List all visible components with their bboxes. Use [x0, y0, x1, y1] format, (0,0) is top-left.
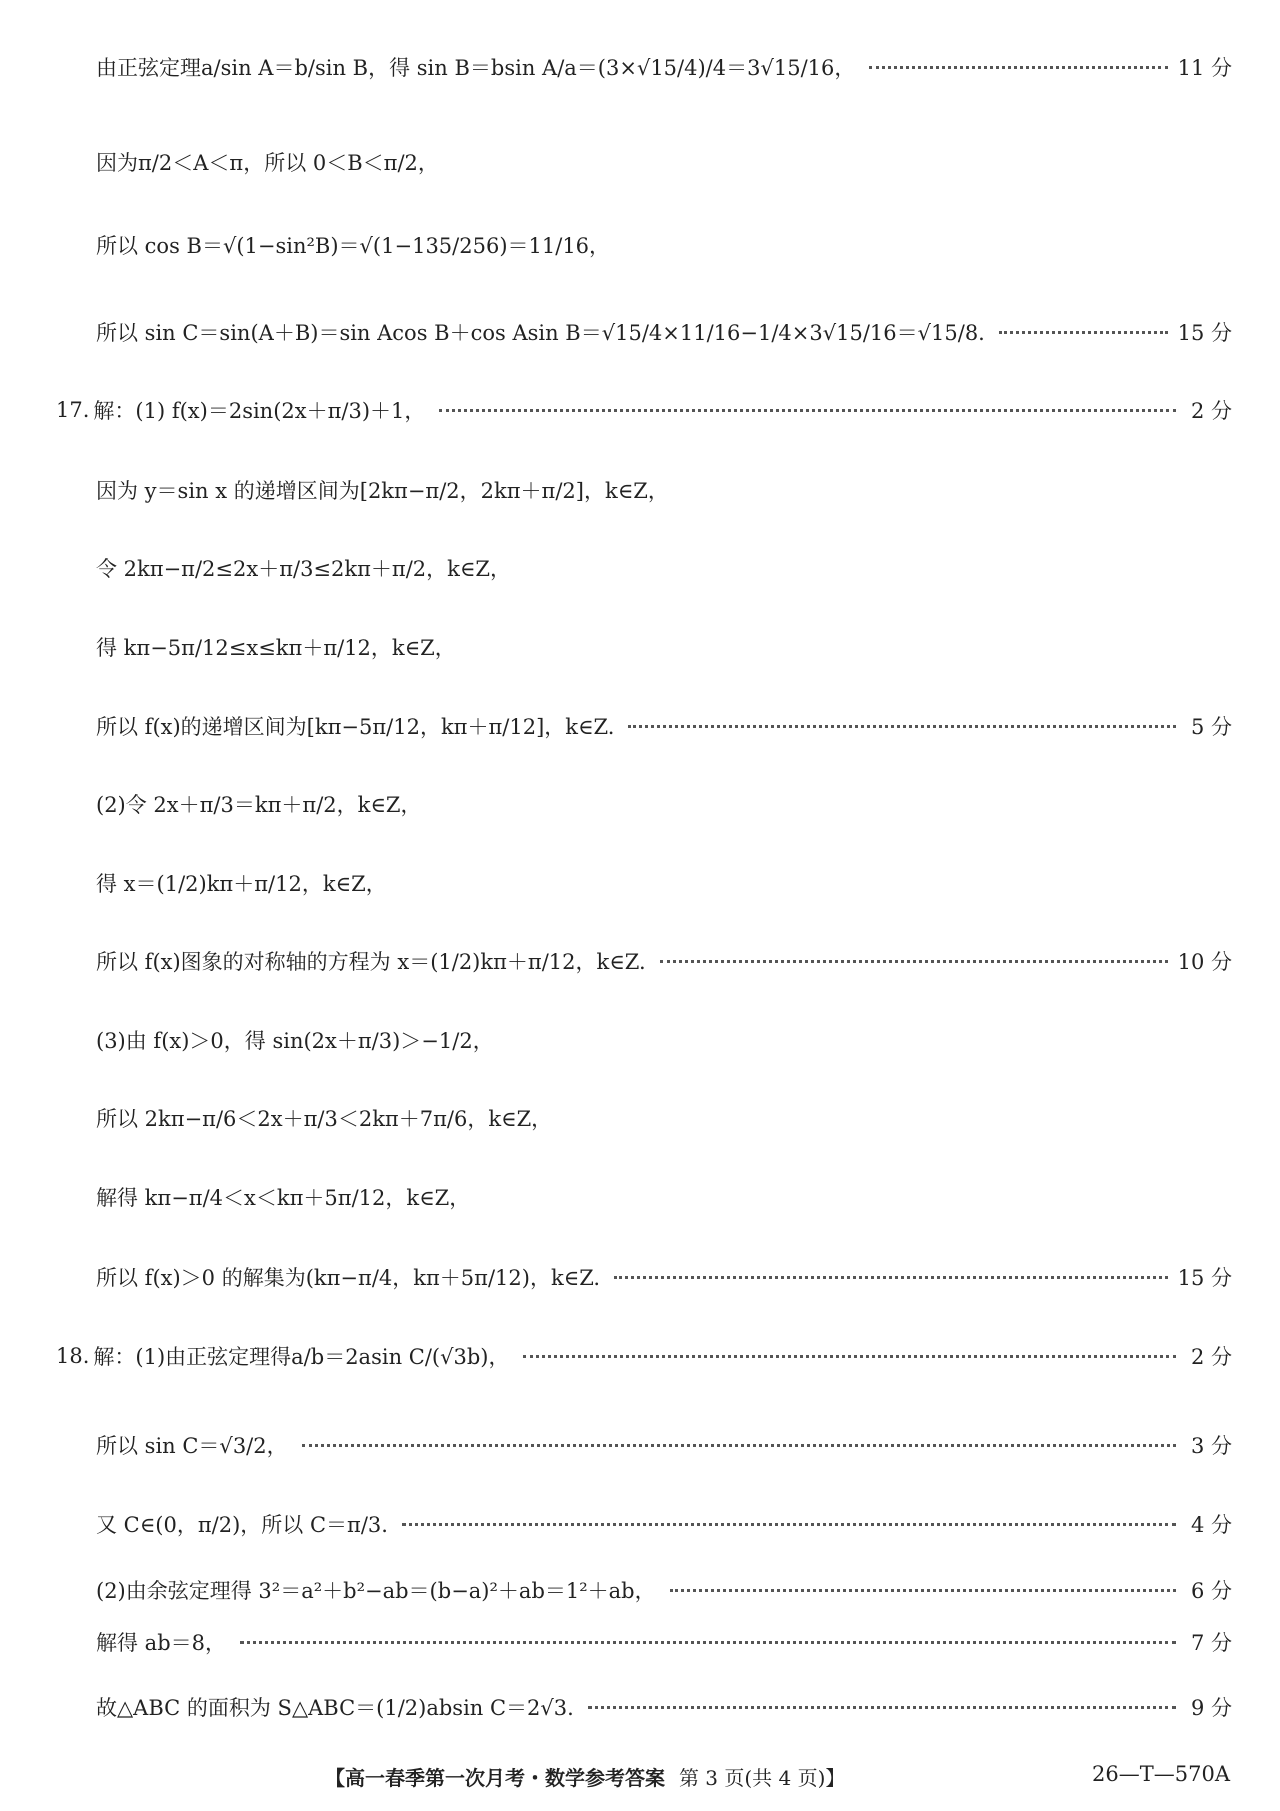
- line-text: 因为 y＝sin x 的递增区间为[2kπ−π/2，2kπ＋π/2]，k∈Z，: [96, 479, 669, 503]
- dot-leader: [628, 725, 1176, 728]
- line-text: (3)由 f(x)＞0，得 sin(2x＋π/3)＞−1/2，: [96, 1029, 494, 1053]
- answer-line: [96, 1627, 1232, 1657]
- score-label: 9 分: [1190, 1696, 1232, 1720]
- score-label: 7 分: [1190, 1631, 1232, 1655]
- score-label: 2 分: [1190, 1345, 1232, 1369]
- dot-leader: [999, 331, 1168, 334]
- footer-title-text: 【高一春季第一次月考・数学参考答案: [325, 1766, 665, 1790]
- answer-line: [96, 789, 1232, 819]
- answer-line: [96, 1182, 1232, 1212]
- answer-line: [96, 1025, 1232, 1055]
- answer-line: [96, 1509, 1232, 1539]
- answer-line: [96, 1430, 1232, 1460]
- score-label: 15 分: [1177, 321, 1232, 345]
- answer-line: [96, 317, 1232, 347]
- dot-leader: [402, 1523, 1176, 1526]
- answer-line: [96, 1262, 1232, 1292]
- answer-line: [96, 632, 1232, 662]
- dot-leader: [523, 1355, 1176, 1358]
- line-text: 所以 f(x)＞0 的解集为(kπ−π/4，kπ＋5π/12)，k∈Z.: [96, 1266, 601, 1290]
- line-text: 所以 sin C＝√3/2，: [96, 1434, 288, 1458]
- line-text: 解得 kπ−π/4＜x＜kπ＋5π/12，k∈Z，: [96, 1186, 471, 1210]
- line-text: 得 kπ−5π/12≤x≤kπ＋π/12，k∈Z，: [96, 636, 456, 660]
- line-text: 解：(1)由正弦定理得a/b＝2asin C/(√3b)，: [93, 1345, 510, 1369]
- dot-leader: [240, 1641, 1176, 1644]
- line-text: (2)由余弦定理得 3²＝a²＋b²−ab＝(b−a)²＋ab＝1²＋ab，: [96, 1579, 656, 1603]
- dot-leader: [588, 1706, 1176, 1709]
- dot-leader: [302, 1444, 1176, 1447]
- line-text: 所以 2kπ−π/6＜2x＋π/3＜2kπ＋7π/6，k∈Z，: [96, 1107, 553, 1131]
- line-text: 故△ABC 的面积为 S△ABC＝(1/2)absin C＝2√3.: [96, 1696, 574, 1720]
- answer-line: [96, 553, 1232, 583]
- answer-line: [96, 711, 1232, 741]
- line-text: 由正弦定理a/sin A＝b/sin B，得 sin B＝bsin A/a＝(3×√15/4)/4＝3√15/16，: [96, 56, 856, 80]
- dot-leader: [660, 960, 1168, 963]
- score-label: 2 分: [1190, 399, 1232, 423]
- line-text: 所以 f(x)图象的对称轴的方程为 x＝(1/2)kπ＋π/12，k∈Z.: [96, 950, 646, 974]
- footer-page-number: 第 3 页(共 4 页)】: [678, 1766, 846, 1790]
- answer-line: [96, 946, 1232, 976]
- answer-line: [96, 1692, 1232, 1722]
- score-label: 4 分: [1190, 1513, 1232, 1537]
- score-label: 10 分: [1177, 950, 1232, 974]
- line-text: 令 2kπ−π/2≤2x＋π/3≤2kπ＋π/2，k∈Z，: [96, 557, 512, 581]
- answer-line: [96, 52, 1232, 82]
- footer-title: [325, 1762, 845, 1791]
- dot-leader: [869, 66, 1167, 69]
- dot-leader: [614, 1276, 1167, 1279]
- score-label: 3 分: [1190, 1434, 1232, 1458]
- line-text: (2)令 2x＋π/3＝kπ＋π/2，k∈Z，: [96, 793, 422, 817]
- line-text: 因为π/2＜A＜π，所以 0＜B＜π/2，: [96, 151, 439, 175]
- footer-code: 26—T—570A: [1092, 1762, 1230, 1786]
- score-label: 6 分: [1190, 1579, 1232, 1603]
- dot-leader: [439, 409, 1176, 412]
- question-number: 17.: [56, 398, 90, 422]
- score-label: 5 分: [1190, 715, 1232, 739]
- score-label: 15 分: [1177, 1266, 1232, 1290]
- line-text: 所以 sin C＝sin(A＋B)＝sin Acos B＋cos Asin B＝√15/4×11/16−1/4×3√15/16＝√15/8.: [96, 321, 985, 345]
- score-label: 11 分: [1177, 56, 1232, 80]
- line-text: 解得 ab＝8，: [96, 1631, 226, 1655]
- line-text: 所以 f(x)的递增区间为[kπ−5π/12，kπ＋π/12]，k∈Z.: [96, 715, 615, 739]
- answer-line: [96, 230, 1232, 260]
- answer-line: [96, 1103, 1232, 1133]
- answer-line: [96, 1575, 1232, 1605]
- line-text: 解：(1) f(x)＝2sin(2x＋π/3)＋1，: [93, 399, 426, 423]
- answer-line: [96, 868, 1232, 898]
- dot-leader: [670, 1589, 1176, 1592]
- line-text: 所以 cos B＝√(1−sin²B)＝√(1−135/256)＝11/16，: [96, 234, 611, 258]
- answer-line: [96, 147, 1232, 177]
- line-text: 得 x＝(1/2)kπ＋π/12，k∈Z，: [96, 872, 387, 896]
- line-text: 又 C∈(0，π/2)，所以 C＝π/3.: [96, 1513, 388, 1537]
- answer-line: [56, 1341, 1232, 1371]
- answer-line: [96, 475, 1232, 505]
- question-number: 18.: [56, 1344, 90, 1368]
- answer-line: [56, 395, 1232, 425]
